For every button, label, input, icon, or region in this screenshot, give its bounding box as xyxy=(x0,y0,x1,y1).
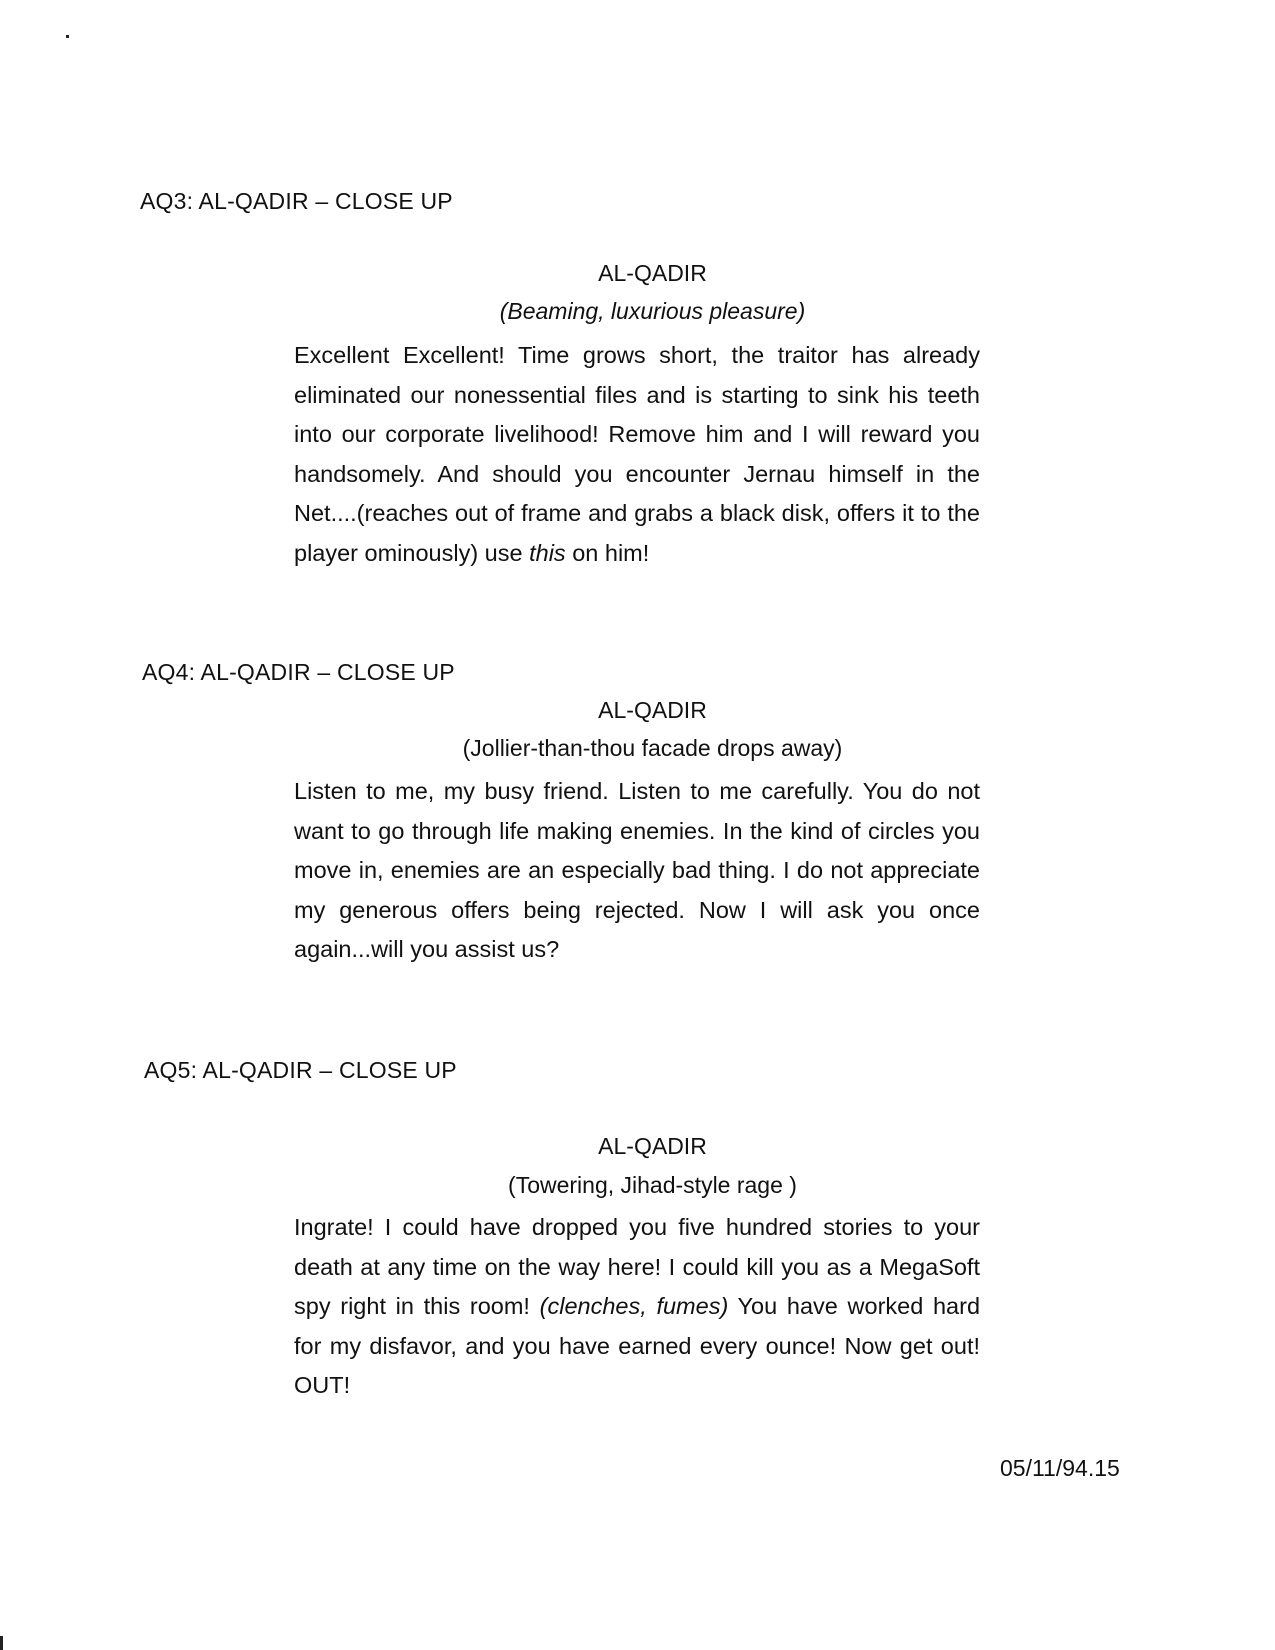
scan-speck xyxy=(0,1636,3,1650)
character-name-aq4: AL-QADIR xyxy=(598,697,707,723)
dialogue-aq3 xyxy=(294,336,980,573)
dialogue-text: Ingrate! I could have dropped you five hundred stories to your death at any time on the way here! I could kill you as a MegaSoft spy right in this room! xyxy=(294,1214,980,1319)
dialogue-emphasis: (clenches, fumes) xyxy=(539,1293,729,1319)
parenthetical-aq5: (Towering, Jihad-style rage ) xyxy=(508,1172,797,1198)
scan-speck xyxy=(66,35,69,38)
scene-heading-aq4: AQ4: AL-QADIR – CLOSE UP xyxy=(142,659,455,685)
scene-heading-aq3: AQ3: AL-QADIR – CLOSE UP xyxy=(140,188,453,214)
parenthetical-aq3: (Beaming, luxurious pleasure) xyxy=(499,298,806,324)
dialogue-emphasis: this xyxy=(529,539,566,566)
dialogue-text: You have worked hard for my disfavor, and you have earned every ounce! Now get out! OUT! xyxy=(294,1293,981,1398)
character-name-aq5: AL-QADIR xyxy=(598,1133,707,1159)
date-stamp: 05/11/94.15 xyxy=(1000,1455,1120,1481)
character-name-aq3: AL-QADIR xyxy=(598,260,707,286)
dialogue-aq4: Listen to me, my busy friend. Listen to me carefully. You do not want to go through life making enemies. In the kind of circles you move in, enemies are an especially bad thing. I do not appreciate my generous offers being rejected. Now I will ask you once again...will you assist us? xyxy=(294,778,980,962)
dialogue-text: Excellent Excellent! Time grows short, the traitor has already eliminated our nonessential files and is starting to sink his teeth into our corporate livelihood! Remove him and I will reward you handsomely. And should you encounter Jernau himself in the Net....(reaches out of frame and grabs a black disk, offers it to the player ominously) use xyxy=(294,342,980,566)
parenthetical-aq4: (Jollier-than-thou facade drops away) xyxy=(462,735,843,761)
dialogue-text: on him! xyxy=(565,539,650,566)
dialogue-aq5 xyxy=(294,1208,980,1406)
scene-heading-aq5: AQ5: AL-QADIR – CLOSE UP xyxy=(144,1057,457,1083)
